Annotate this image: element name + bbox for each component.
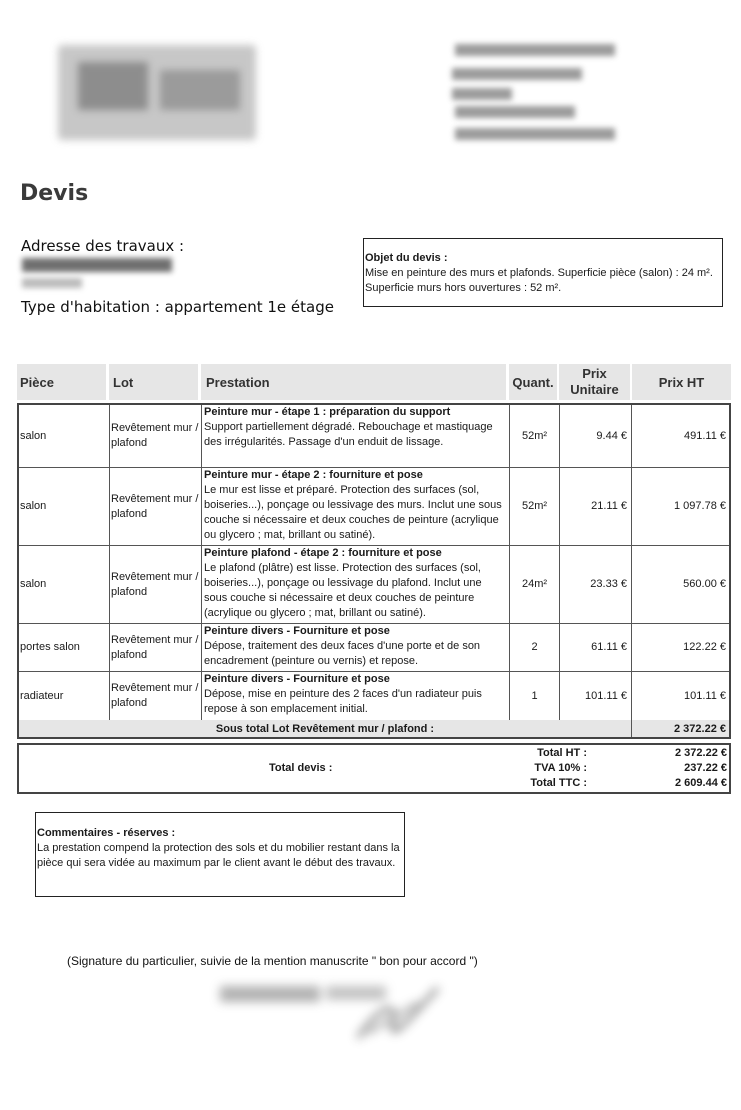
cell-piece: salon [19,405,110,467]
cell-prix-ht: 122.22 € [683,641,726,653]
col-quant: Quant. [509,364,557,400]
cell-lot: Revêtement mur / plafond [110,672,202,720]
cell-prix-ht: 491.11 € [683,429,726,442]
objet-box [363,238,723,307]
cell-prix-ht: 560.00 € [683,578,726,590]
tva-value: 237.22 € [684,762,727,774]
cell-lot: Revêtement mur / plafond [110,546,202,623]
cell-prestation [202,405,510,467]
comments-box [35,812,405,897]
prestation-title: Peinture mur - étape 1 : préparation du support [204,406,451,418]
objet-text: Mise en peinture des murs et plafonds. Superficie pièce (salon) : 24 m². Superficie murs hors ouvertures : 52 m². [365,267,713,294]
prestation-desc: Support partiellement dégradé. Rebouchage et mastiquage des irrégularités. Passage d'un enduit de lissage. [204,421,493,448]
habitation-type: Type d'habitation : appartement 1e étage [21,298,334,316]
cell-piece: portes salon [19,624,110,671]
table-row [19,405,729,468]
total-ht-label: Total HT : [537,747,587,759]
table-row [19,546,729,624]
cell-quant: 2 [510,624,560,671]
cell-piece: salon [19,546,110,623]
company-logo-mark [78,62,148,110]
prestation-title: Peinture mur - étape 2 : fourniture et pose [204,469,423,481]
table-header [17,364,731,400]
prestation-desc: Le plafond (plâtre) est lisse. Protection des surfaces (sol, boiseries...), ponçage ou lessivage du plafond. Inclut une sous couche si nécessaire et deux couches de peinture (acrylique ou glycero ; mat, brillant ou satiné). [204,562,482,619]
prestation-title: Peinture divers - Fourniture et pose [204,673,390,685]
col-lot: Lot [109,364,198,400]
prestation-desc: Dépose, mise en peinture des 2 faces d'un radiateur puis repose à son emplacement initial. [204,688,482,715]
site-address-redacted [22,258,172,272]
cell-piece: salon [19,468,110,545]
subtotal-label: Sous total Lot Revêtement mur / plafond : [19,720,632,737]
cell-quant: 52m² [510,405,560,467]
cell-prestation [202,546,510,623]
totals-box [17,743,731,794]
cell-lot: Revêtement mur / plafond [110,405,202,467]
col-prix-ht: Prix HT [632,364,731,400]
col-prix-unitaire: Prix Unitaire [559,364,630,400]
cell-prix-unitaire: 61.11 € [560,624,632,671]
prestation-desc: Le mur est lisse et préparé. Protection des surfaces (sol, boiseries...), ponçage ou lessivage des murs. Inclut une sous couche si nécessaire et deux couches de peinture (acrylique ou glycero ; mat, brillant ou satiné). [204,484,502,541]
cell-prix-unitaire: 101.11 € [560,672,632,720]
col-prestation: Prestation [201,364,506,400]
total-ttc-label: Total TTC : [530,777,587,789]
comments-text: La prestation compend la protection des sols et du mobilier restant dans la pièce qui sera vidée au maximum par le client avant le début des travaux. [37,842,400,869]
cell-prix-ht: 1 097.78 € [674,500,726,512]
signature-image [218,978,448,1048]
prestation-title: Peinture divers - Fourniture et pose [204,625,390,637]
table-row [19,672,729,720]
company-logo-text [160,70,240,110]
col-piece: Pièce [17,364,106,400]
prestation-desc: Dépose, traitement des deux faces d'une porte et de son encadrement (peinture ou vernis) et repose. [204,640,481,667]
total-ht-value: 2 372.22 € [675,747,727,759]
objet-title: Objet du devis : [365,252,448,264]
total-ttc-value: 2 609.44 € [675,777,727,789]
address-label: Adresse des travaux : [21,237,185,255]
subtotal-value: 2 372.22 € [674,722,726,735]
cell-prestation [202,624,510,671]
cell-prix-unitaire: 21.11 € [560,468,632,545]
document-title: Devis [20,181,89,206]
quote-table [17,403,731,739]
prestation-title: Peinture plafond - étape 2 : fourniture et pose [204,547,442,559]
total-devis-label: Total devis : [269,762,333,774]
cell-quant: 1 [510,672,560,720]
signature-label: (Signature du particulier, suivie de la mention manuscrite " bon pour accord ") [67,954,478,968]
cell-lot: Revêtement mur / plafond [110,624,202,671]
tva-label: TVA 10% : [534,762,587,774]
subtotal-row [19,720,729,737]
comments-title: Commentaires - réserves : [37,827,176,839]
cell-prix-ht: 101.11 € [683,689,726,702]
cell-lot: Revêtement mur / plafond [110,468,202,545]
table-row [19,468,729,546]
cell-piece: radiateur [19,672,110,720]
cell-prestation [202,672,510,720]
table-row [19,624,729,672]
cell-prix-unitaire: 9.44 € [560,405,632,467]
cell-quant: 24m² [510,546,560,623]
site-city-redacted [22,278,82,288]
cell-quant: 52m² [510,468,560,545]
cell-prestation [202,468,510,545]
cell-prix-unitaire: 23.33 € [560,546,632,623]
